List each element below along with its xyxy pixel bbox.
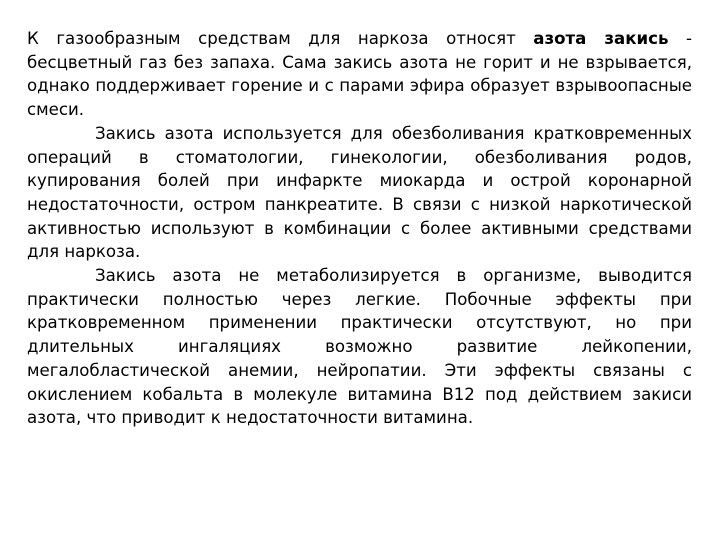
paragraph-intro-rest: - бесцветный газ без запаха. Сама закись азота не горит и не взрывается, однако поддерживает горение и с парами эфира образует взрывоопасные смеси. xyxy=(27,29,693,120)
text-block xyxy=(27,27,692,430)
paragraph-intro-lead: К газообразным средствам для наркоза относят xyxy=(27,29,534,48)
paragraph-intro xyxy=(27,27,692,122)
paragraph-usage: Закись азота используется для обезболивания кратковременных операций в стоматологии, гинекологии, обезболивания родов, купирования болей при инфаркте миокарда и острой коронарной недостаточности, остром панкреатите. В связи с низкой наркотической активностью используют в комбинации с более активными средствами для наркоза. xyxy=(27,123,692,262)
term-nitrous-oxide: азота закись xyxy=(533,29,669,48)
paragraph-metabolism: Закись азота не метаболизируется в организме, выводится практически полностью через легкие. Побочные эффекты при кратковременном применении практически отсутствуют, но при длительных ингаляциях возможно развитие лейкопении, мегалобластической анемии, нейропатии. Эти эффекты связаны с окислением кобальта в молекуле витамина В12 под действием закиси азота, что приводит к недостаточности витамина. xyxy=(27,266,692,428)
